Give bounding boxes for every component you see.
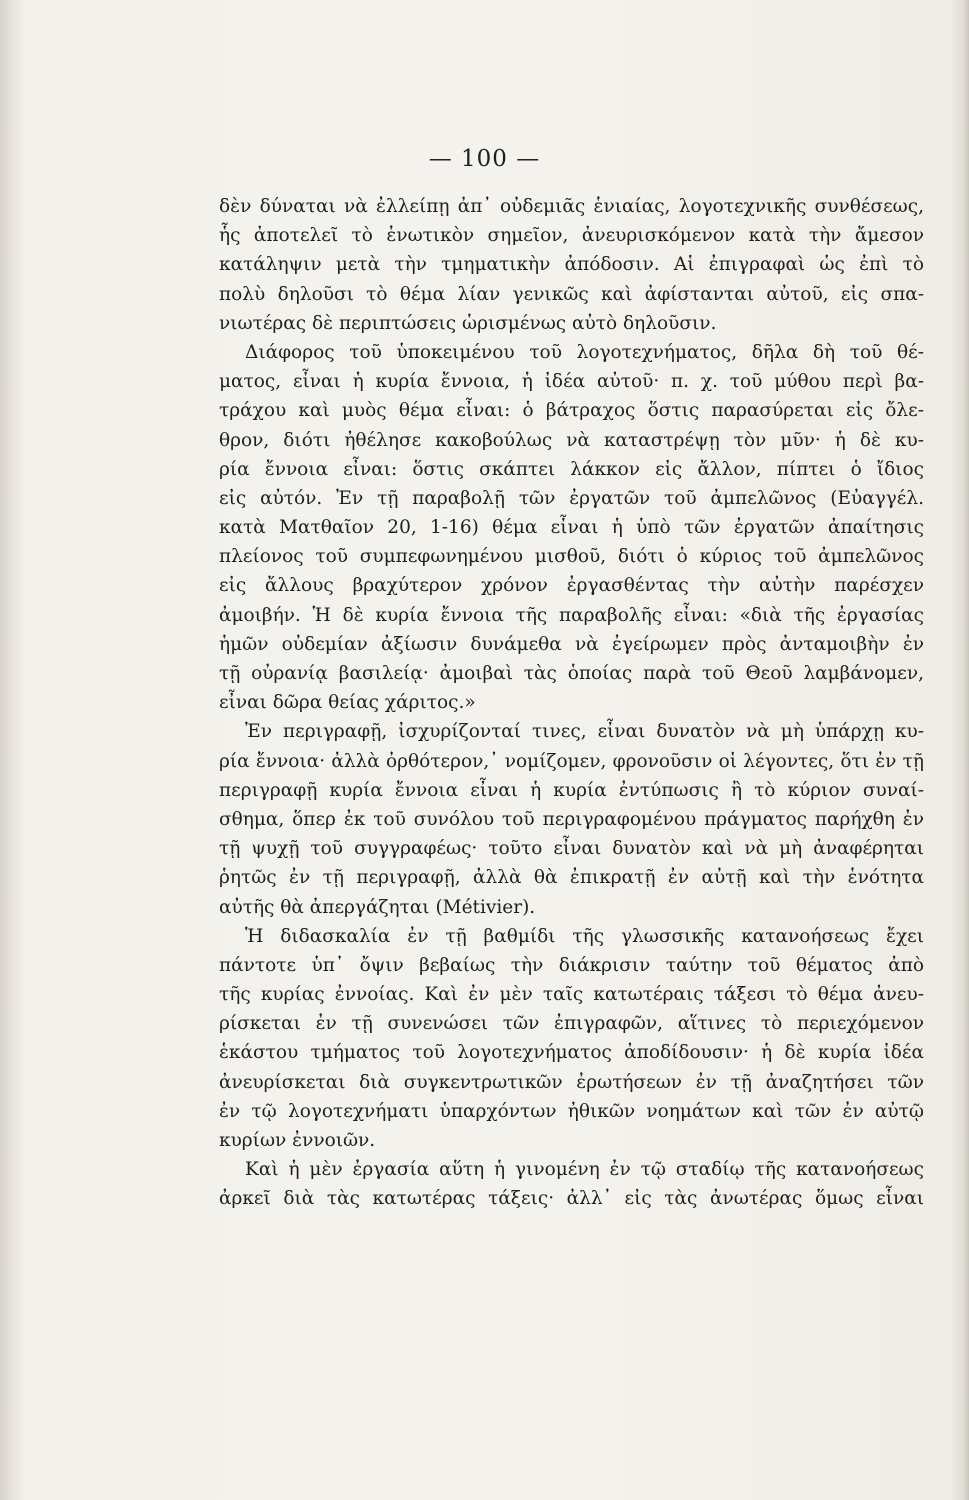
- text-line: τῆς κυρίας ἐννοίας. Καὶ ἐν μὲν ταῖς κατωτέραις τάξεσι τὸ θέμα ἀνευ-: [219, 984, 924, 1006]
- text-line: κατὰ Ματθαῖον 20, 1-16) θέμα εἶναι ἡ ὑπὸ τῶν ἐργατῶν ἀπαίτησις: [219, 517, 924, 539]
- text-line: πάντοτε ὑπ᾽ ὄψιν βεβαίως τὴν διάκρισιν ταύτην τοῦ θέματος ἀπὸ: [219, 954, 924, 976]
- text-line: κυρίων ἐννοιῶν.: [219, 1130, 376, 1151]
- text-line: ῥητῶς ἐν τῇ περιγραφῇ, ἀλλὰ θὰ ἐπικρατῇ ἐν αὐτῇ καὶ τὴν ἑνότητα: [219, 867, 924, 889]
- text-line: Διάφορος τοῦ ὑποκειμένου τοῦ λογοτεχνήματος, δῆλα δὴ τοῦ θέ-: [245, 341, 924, 363]
- text-line: κατάληψιν μετὰ τὴν τμηματικὴν ἀπόδοσιν. Αἱ ἐπιγραφαὶ ὡς ἐπὶ τὸ: [219, 254, 924, 276]
- text-line: ρία ἔννοια εἶναι: ὅστις σκάπτει λάκκον εἰς ἄλλον, πίπτει ὁ ἴδιος: [219, 458, 924, 480]
- text-line: πλείονος τοῦ συμπεφωνημένου μισθοῦ, διότι ὁ κύριος τοῦ ἀμπελῶνος: [219, 546, 924, 568]
- text-line: ἡμῶν οὐδεμίαν ἀξίωσιν δυνάμεθα νὰ ἐγείρωμεν πρὸς ἀνταμοιβὴν ἐν: [219, 633, 924, 655]
- text-line: ἧς ἀποτελεῖ τὸ ἑνωτικὸν σημεῖον, ἀνευρισκόμενον κατὰ τὴν ἄμεσον: [219, 225, 924, 247]
- body-text: [219, 192, 924, 1214]
- page-number: — 100 —: [428, 146, 541, 172]
- text-line: Ἡ διδασκαλία ἐν τῇ βαθμίδι τῆς γλωσσικῆς κατανοήσεως ἔχει: [245, 925, 924, 947]
- text-line: ἑκάστου τμήματος τοῦ λογοτεχνήματος ἀποδίδουσιν· ἡ δὲ κυρία ἰδέα: [219, 1042, 924, 1064]
- text-line: περιγραφῇ κυρία ἔννοια εἶναι ἡ κυρία ἐντύπωσις ἢ τὸ κύριον συναί-: [219, 779, 924, 801]
- binding-edge: [0, 0, 24, 1500]
- text-line: νιωτέρας δὲ περιπτώσεις ὡρισμένως αὐτὸ δηλοῦσιν.: [219, 312, 717, 334]
- text-line: ἐν τῷ λογοτεχνήματι ὑπαρχόντων ἠθικῶν νοημάτων καὶ τῶν ἐν αὐτῷ: [219, 1100, 924, 1122]
- text-line: ρία ἔννοια· ἀλλὰ ὀρθότερον,᾽ νομίζομεν, φρονοῦσιν οἱ λέγοντες, ὅτι ἐν τῇ: [219, 750, 924, 772]
- text-line: τῇ ψυχῇ τοῦ συγγραφέως· τοῦτο εἶναι δυνατὸν καὶ νὰ μὴ ἀναφέρηται: [219, 838, 924, 860]
- text-line: δὲν δύναται νὰ ἐλλείπῃ ἀπ᾽ οὐδεμιᾶς ἑνιαίας, λογοτεχνικῆς συνθέσεως,: [219, 196, 924, 217]
- page-edge: [951, 0, 969, 1500]
- text-line: θρον, διότι ἠθέλησε κακοβούλως νὰ καταστρέψῃ τὸν μῦν· ἡ δὲ κυ-: [219, 429, 924, 451]
- text-line: εἶναι δῶρα θείας χάριτος.»: [219, 692, 476, 714]
- text-line: ἀρκεῖ διὰ τὰς κατωτέρας τάξεις· ἀλλ᾽ εἰς τὰς ἀνωτέρας ὅμως εἶναι: [219, 1188, 924, 1210]
- text-line: Καὶ ἡ μὲν ἐργασία αὕτη ἡ γινομένη ἐν τῷ σταδίῳ τῆς κατανοήσεως: [245, 1159, 924, 1181]
- text-line: εἰς ἄλλους βραχύτερον χρόνον ἐργασθέντας τὴν αὐτὴν παρέσχεν: [219, 575, 924, 597]
- text-line: αὐτῆς θὰ ἀπεργάζηται (Métivier).: [219, 896, 536, 918]
- text-line: ρίσκεται ἐν τῇ συνενώσει τῶν ἐπιγραφῶν, αἵτινες τὸ περιεχόμενον: [219, 1013, 924, 1035]
- text-line: ἀμοιβήν. Ἡ δὲ κυρία ἔννοια τῆς παραβολῆς εἶναι: «διὰ τῆς ἐργασίας: [219, 604, 924, 626]
- text-line: εἰς αὐτόν. Ἐν τῇ παραβολῇ τῶν ἐργατῶν τοῦ ἀμπελῶνος (Εὐαγγέλ.: [219, 487, 924, 509]
- text-line: ματος, εἶναι ἡ κυρία ἔννοια, ἡ ἰδέα αὐτοῦ· π. χ. τοῦ μύθου περὶ βα-: [219, 371, 924, 393]
- text-line: σθημα, ὅπερ ἐκ τοῦ συνόλου τοῦ περιγραφομένου πράγματος παρήχθη ἐν: [219, 808, 924, 830]
- text-line: τράχου καὶ μυὸς θέμα εἶναι: ὁ βάτραχος ὅστις παρασύρεται εἰς ὄλε-: [219, 400, 924, 422]
- text-line: πολὺ δηλοῦσι τὸ θέμα λίαν γενικῶς καὶ ἀφίστανται αὐτοῦ, εἰς σπα-: [219, 283, 924, 305]
- text-line: ἀνευρίσκεται διὰ συγκεντρωτικῶν ἐρωτήσεων ἐν τῇ ἀναζητήσει τῶν: [219, 1071, 924, 1093]
- text-line: τῇ οὐρανίᾳ βασιλείᾳ· ἀμοιβαὶ τὰς ὁποίας παρὰ τοῦ Θεοῦ λαμβάνομεν,: [219, 663, 924, 684]
- text-line: Ἐν περιγραφῇ, ἰσχυρίζονταί τινες, εἶναι δυνατὸν νὰ μὴ ὑπάρχῃ κυ-: [245, 721, 924, 743]
